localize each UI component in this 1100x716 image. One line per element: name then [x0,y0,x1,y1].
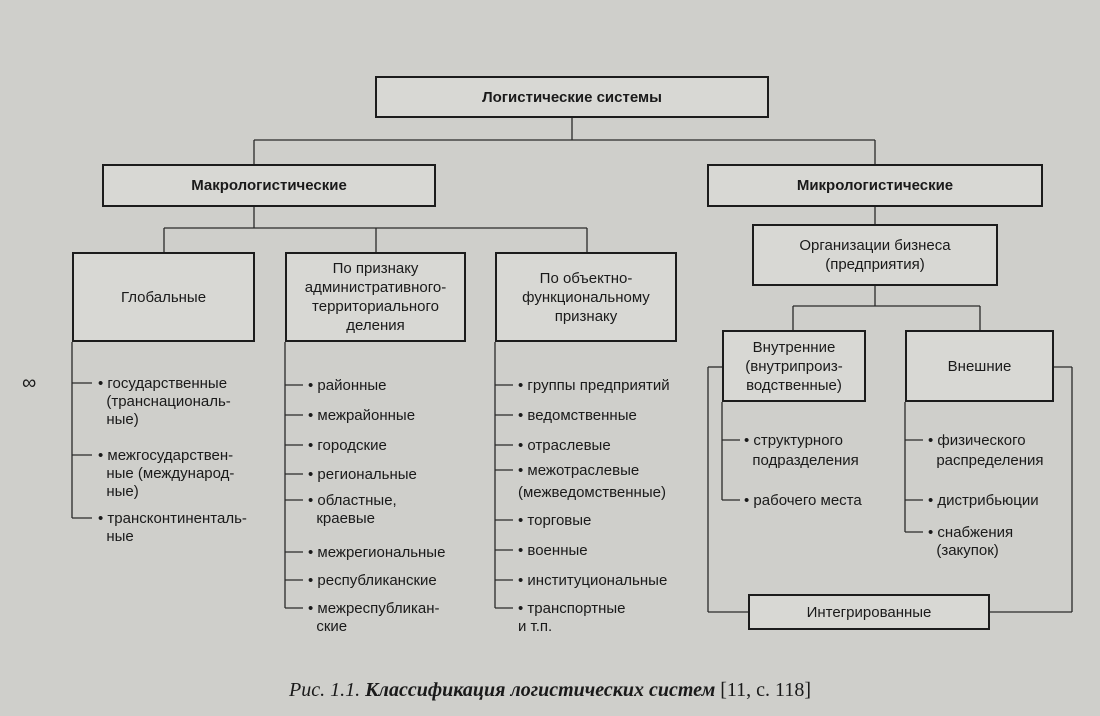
page-side-mark: ∞ [22,372,37,394]
list-item: и т.п. [518,618,553,635]
list-item: • государственные [98,375,228,392]
list-item: • структурного [744,432,844,449]
list-item: • региональные [308,466,417,483]
list-item: • снабжения [928,524,1014,541]
list-item: • транспортные [518,600,626,617]
list-item: (транснациональ- [98,393,231,410]
list-item: • областные, [308,492,397,509]
list-item: ские [308,618,348,635]
list-item: ные) [98,483,139,500]
list-item: • трансконтиненталь- [98,510,247,527]
global-box: Глобальные [72,252,255,342]
list-item: • городские [308,437,387,454]
list-item: ные (международ- [98,465,235,482]
caption-ref: [11, с. 118] [720,679,811,701]
caption-prefix: Рис. 1.1. [289,679,361,701]
internal-box: Внутренние (внутрипроиз- водственные) [722,330,866,402]
admin-box: По признаку административного- территориального деления [285,252,466,342]
list-item: • ведомственные [518,407,637,424]
list-item: • дистрибьюции [928,492,1039,509]
list-item: • межгосударствен- [98,447,234,464]
macro-box: Макрологистические [102,164,436,207]
list-item: • районные [308,377,387,394]
list-item: • межотраслевые [518,462,640,479]
org-box: Организации бизнеса (предприятия) [752,224,998,286]
integrated-box: Интегрированные [748,594,990,630]
list-item: • отраслевые [518,437,611,454]
list-item: (межведомственные) [518,484,666,501]
list-item: • институциональные [518,572,668,589]
root-box: Логистические системы [375,76,769,118]
figure-caption [0,679,1100,702]
list-item: • физического [928,432,1026,449]
external-box: Внешние [905,330,1054,402]
list-item: • межреспубликан- [308,600,440,617]
list-item: • республиканские [308,572,437,589]
micro-box: Микрологистические [707,164,1043,207]
list-item: подразделения [744,452,859,469]
list-item: ные [98,528,134,545]
list-item: распределения [928,452,1044,469]
list-item: • военные [518,542,588,559]
list-item: • группы предприятий [518,377,670,394]
list-item: ные) [98,411,139,428]
list-item: краевые [308,510,376,527]
objfunc-box: По объектно- функциональному признаку [495,252,677,342]
list-item: • межрайонные [308,407,416,424]
list-item: • торговые [518,512,592,529]
list-item: • межрегиональные [308,544,446,561]
list-item: (закупок) [928,542,999,559]
list-item: • рабочего места [744,492,862,509]
caption-title: Классификация логистических систем [365,679,716,701]
